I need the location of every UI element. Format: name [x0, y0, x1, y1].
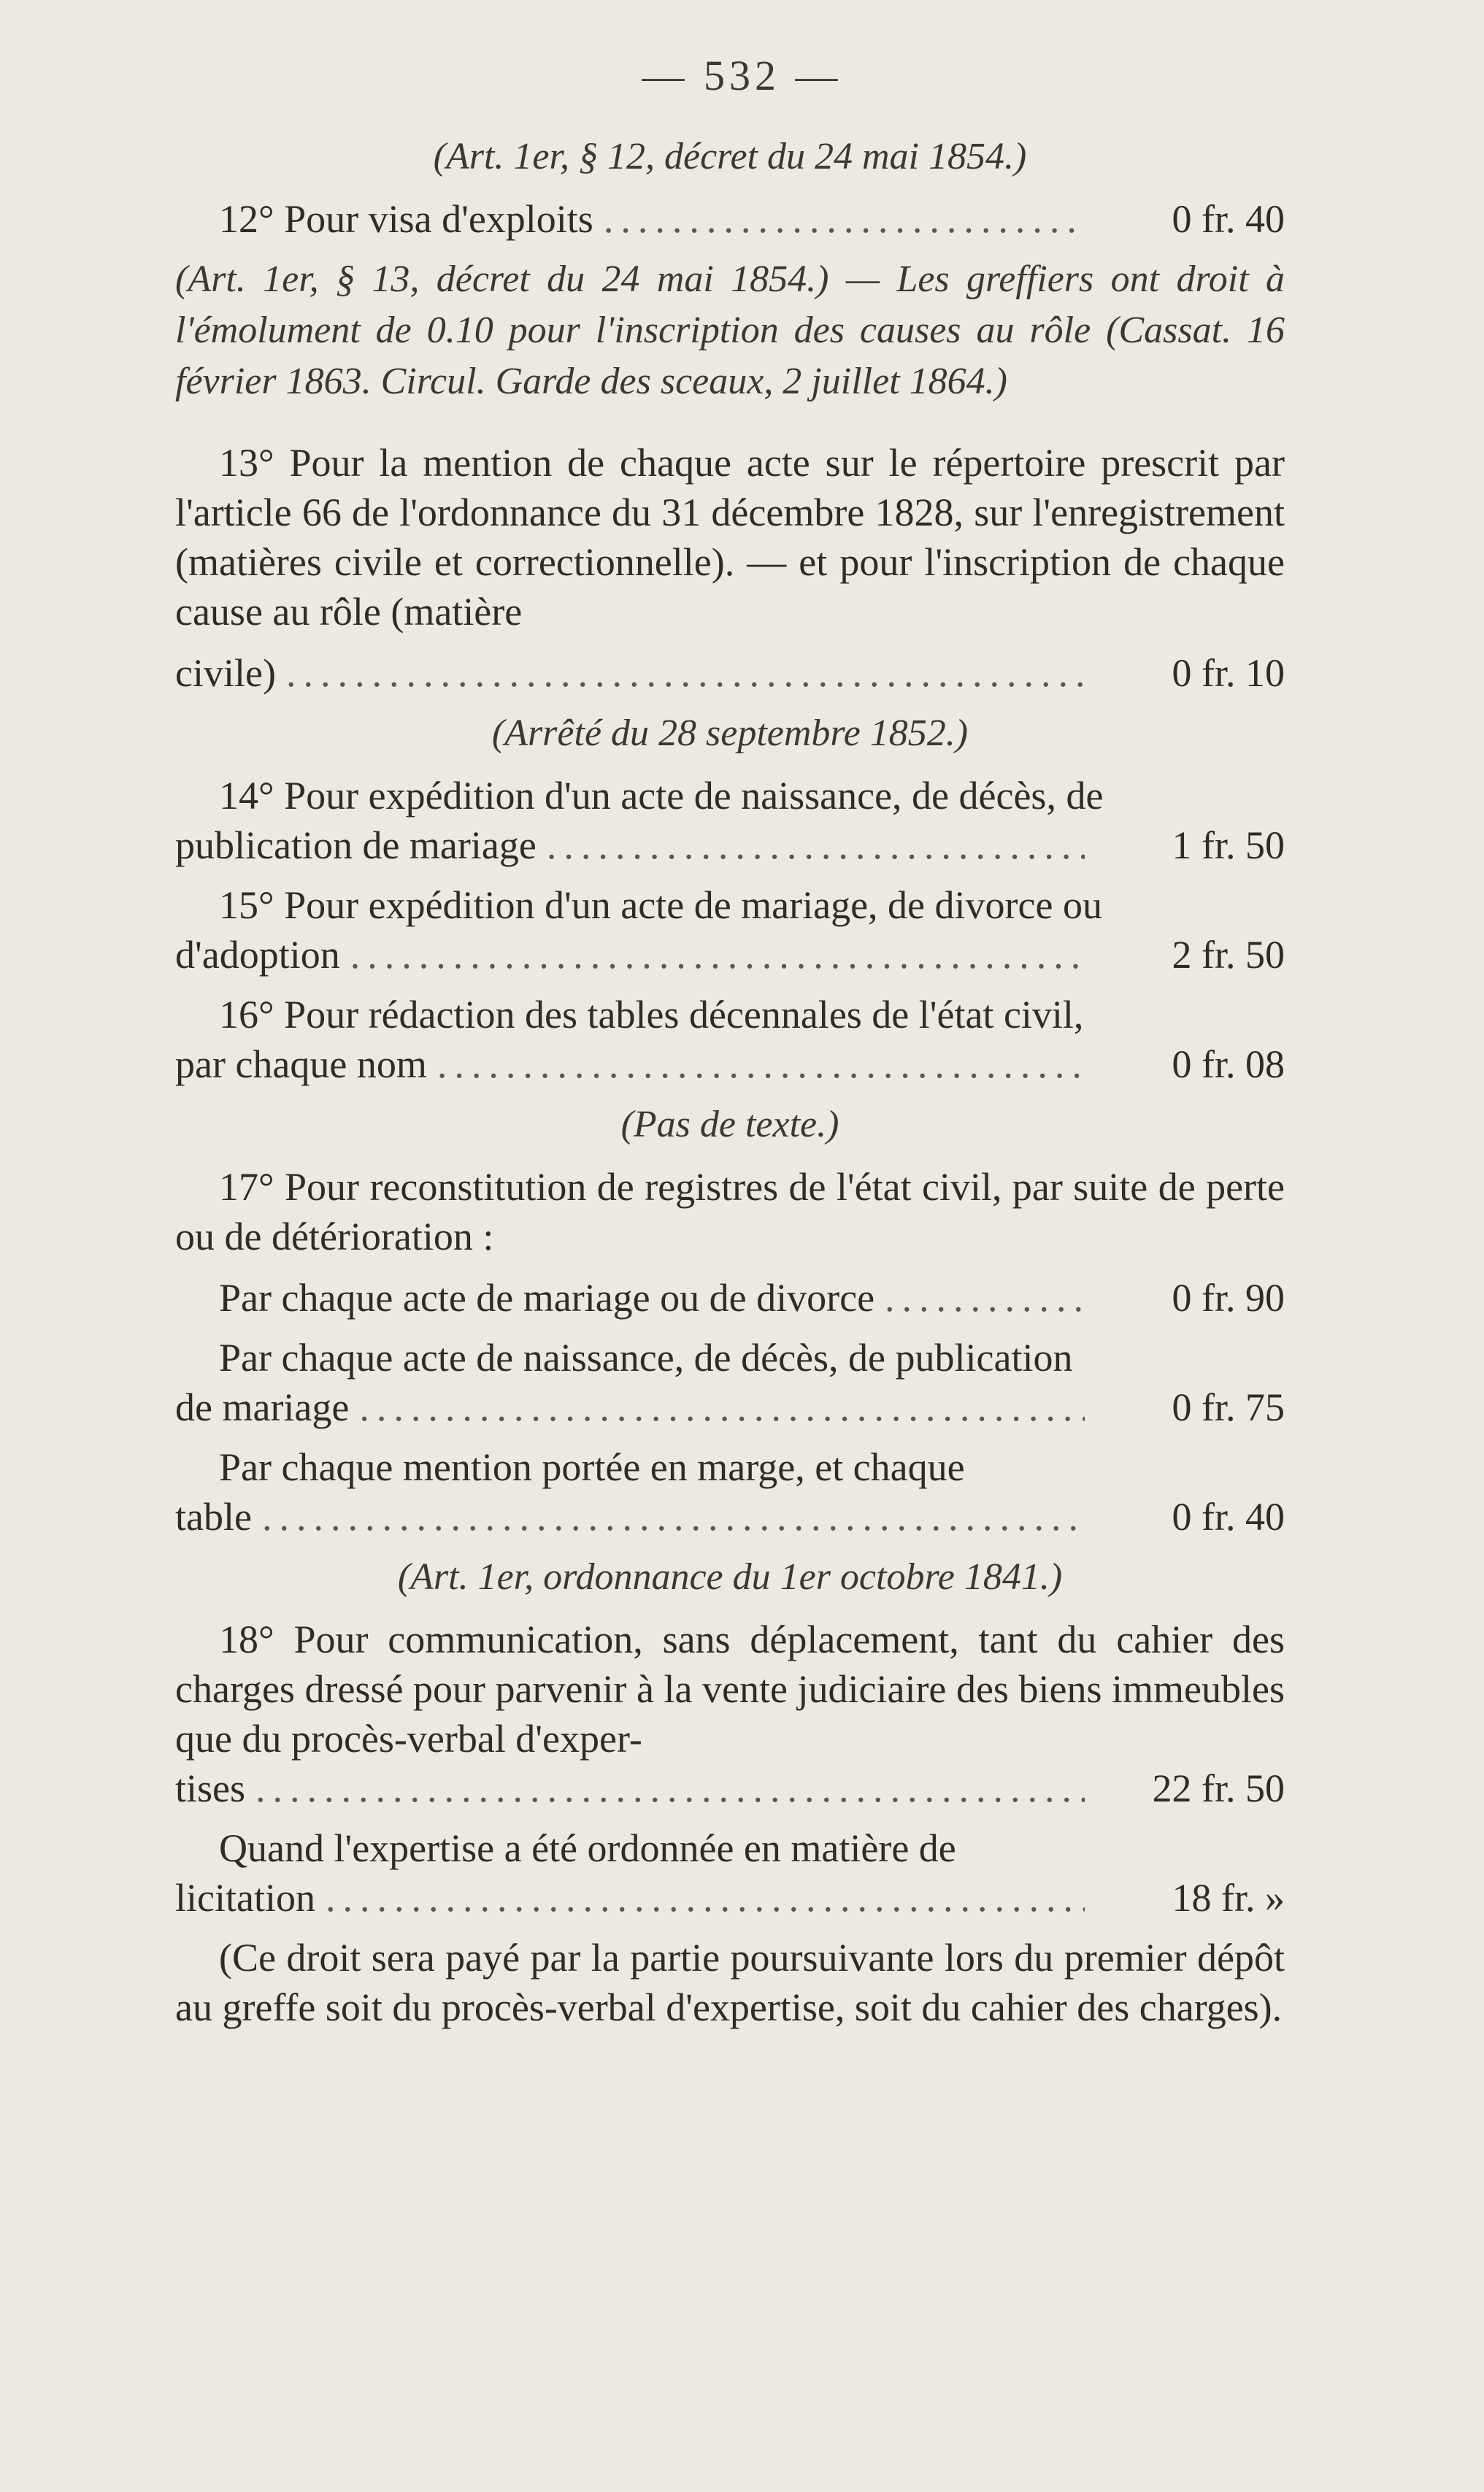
fee-amount: 22 fr. 50 [1152, 1766, 1285, 1810]
fee-label: civile) [175, 651, 276, 695]
fee-label: par chaque nom [175, 1042, 427, 1086]
dot-leader [255, 1764, 1085, 1813]
fee-label: Par chaque acte de mariage ou de divorce [219, 1276, 875, 1320]
fee-description: 14° Pour expédition d'un acte de naissance, de décès, de [219, 774, 1104, 818]
fee-amount: 0 fr. 40 [1172, 197, 1285, 241]
fee-amount: 18 fr. » [1172, 1876, 1285, 1920]
fee-entry [175, 648, 1285, 698]
fee-label: de mariage [175, 1385, 350, 1429]
fee-entry [175, 1273, 1285, 1323]
dot-leader [326, 1873, 1085, 1923]
dot-leader [262, 1492, 1085, 1542]
fee-amount: 1 fr. 50 [1172, 823, 1285, 867]
page-body [175, 131, 1285, 2044]
fee-description: Par chaque mention portée en marge, et chaque [219, 1445, 965, 1489]
fee-label: table [175, 1495, 252, 1539]
fee-entry [175, 820, 1285, 870]
fee-description: 17° Pour reconstitution de registres de l'état civil, par suite de perte ou de détérioration : [175, 1165, 1285, 1258]
dot-leader [359, 1382, 1085, 1432]
fee-label: d'adoption [175, 933, 340, 977]
fee-description: Par chaque acte de naissance, de décès, de publication [219, 1336, 1073, 1380]
fee-entry [175, 1873, 1285, 1923]
dot-leader [350, 930, 1085, 980]
fee-amount: 0 fr. 90 [1172, 1276, 1285, 1320]
fee-description: 15° Pour expédition d'un acte de mariage, de divorce ou [219, 883, 1102, 927]
reference-line: (Pas de texte.) [620, 1104, 839, 1145]
fee-amount: 0 fr. 75 [1172, 1385, 1285, 1429]
fee-entry [175, 1039, 1285, 1089]
reference-line: (Art. 1er, ordonnance du 1er octobre 1841.) [397, 1556, 1063, 1598]
fee-label: publication de mariage [175, 823, 537, 867]
fee-entry [175, 1492, 1285, 1542]
fee-description: 13° Pour la mention de chaque acte sur le répertoire prescrit par l'article 66 de l'ordonnance du 31 décembre 1828, sur l'enregistrement (matières civile et correctionnelle). — et pour l'inscription de chaque cause au rôle (matière [175, 441, 1285, 634]
fee-amount: 0 fr. 40 [1172, 1495, 1285, 1539]
reference-line: (Arrêté du 28 septembre 1852.) [491, 712, 969, 754]
fee-description: Quand l'expertise a été ordonnée en matière de [219, 1826, 956, 1870]
reference-line: (Art. 1er, § 12, décret du 24 mai 1854.) [433, 136, 1027, 177]
fee-description: 18° Pour communication, sans déplacement, tant du cahier des charges dressé pour parvenir à la vente judiciaire des biens immeubles que du procès-verbal d'exper- [175, 1618, 1285, 1761]
dot-leader [437, 1039, 1085, 1089]
fee-label: tises [175, 1766, 246, 1810]
fee-entry [175, 1764, 1285, 1813]
dot-leader [286, 648, 1085, 698]
fee-entry [175, 194, 1285, 244]
fee-description: 16° Pour rédaction des tables décennales de l'état civil, [219, 993, 1084, 1037]
fee-amount: 0 fr. 08 [1172, 1042, 1285, 1086]
fee-entry [175, 930, 1285, 980]
fee-label: licitation [175, 1876, 315, 1920]
fee-label: 12° Pour visa d'exploits [219, 197, 593, 241]
page-number: — 532 — [642, 52, 842, 99]
fee-amount: 2 fr. 50 [1172, 933, 1285, 977]
dot-leader [547, 820, 1085, 870]
dot-leader [604, 194, 1085, 244]
reference-note: (Art. 1er, § 13, décret du 24 mai 1854.) — Les greffiers ont droit à l'émolument de 0.10 pour l'inscription des causes au rôle (Cassat. 16 février 1863. Circul. Garde des sceaux, 2 juillet 1864.) [175, 258, 1285, 402]
dot-leader [885, 1273, 1085, 1323]
fee-entry [175, 1382, 1285, 1432]
fee-footnote: (Ce droit sera payé par la partie poursuivante lors du premier dépôt au greffe soit du procès-verbal d'expertise, soit du cahier des charges). [175, 1936, 1285, 2029]
fee-amount: 0 fr. 10 [1172, 651, 1285, 695]
